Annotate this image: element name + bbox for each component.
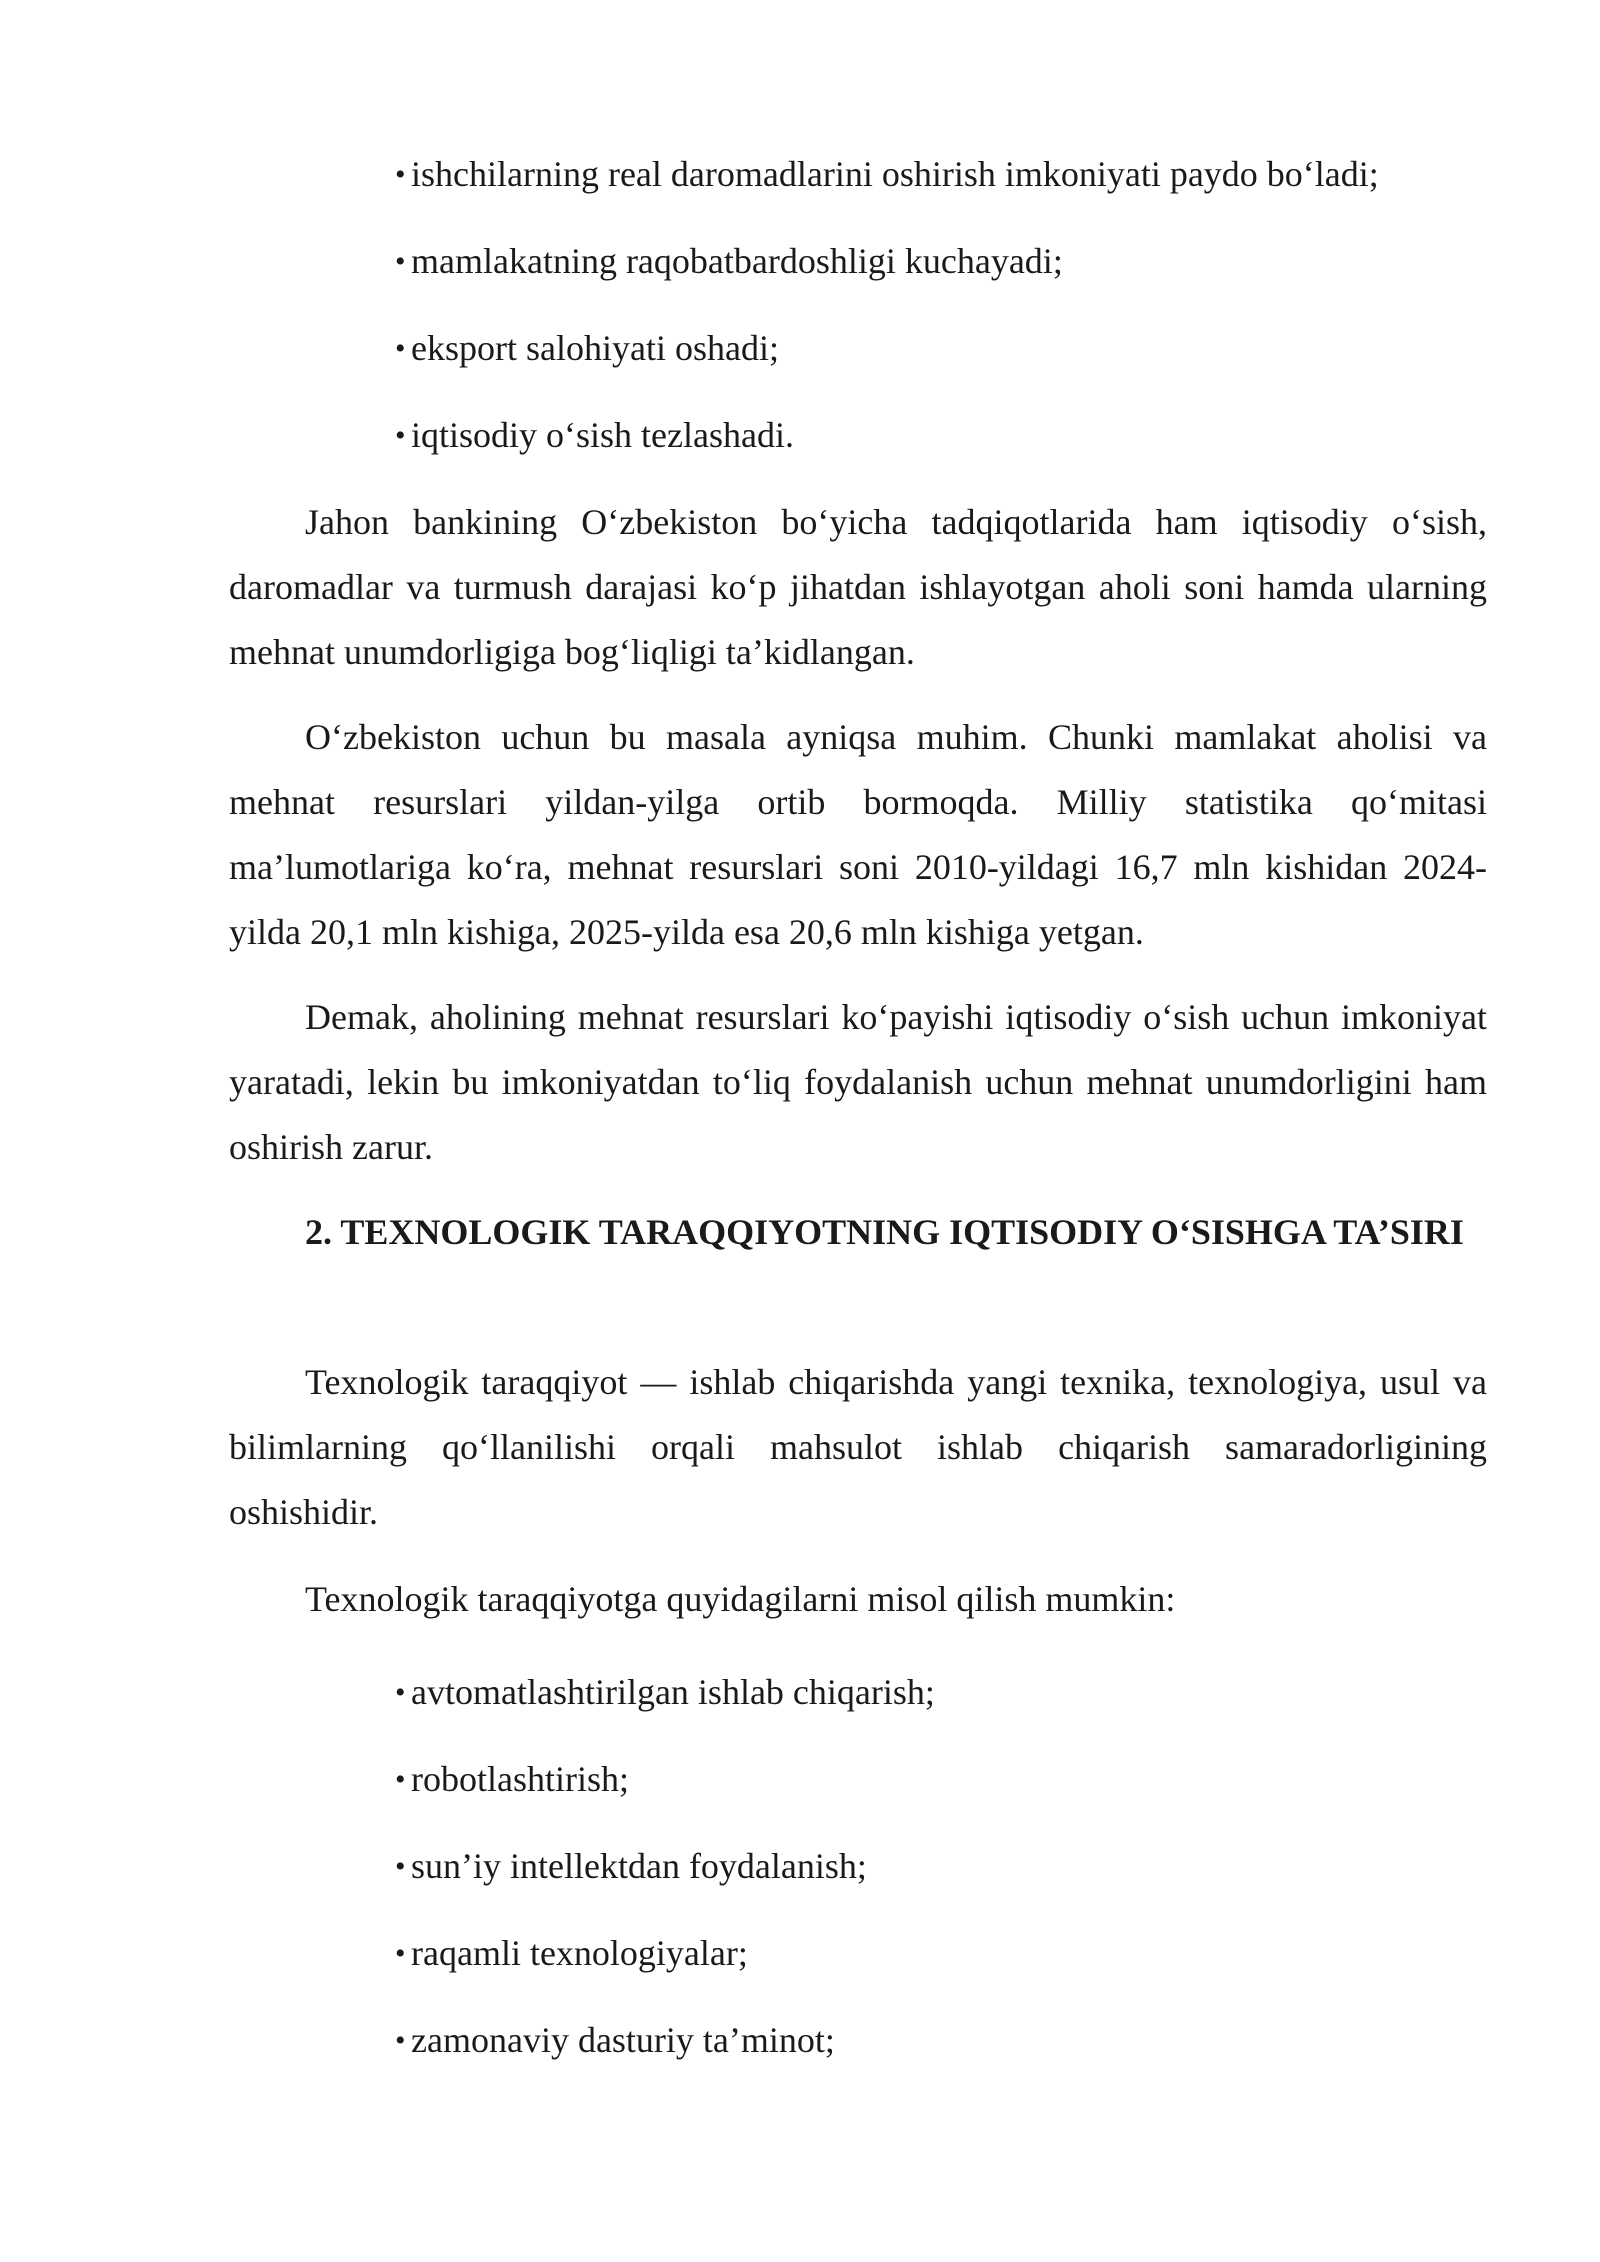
bullet-icon: • xyxy=(395,332,406,365)
list-item: • iqtisodiy o‘sish tezlashadi. xyxy=(395,413,1495,458)
section-heading: 2. TEXNOLOGIK TARAQQIYOTNING IQTISODIY O‘SISHGA TA’SIRI xyxy=(305,1212,1464,1252)
paragraph-demak: Demak, aholining mehnat resurslari ko‘payishi iqtisodiy o‘sish uchun imkoniyat yaratadi, lekin bu imkoniyatdan to‘liq foydalanish uchun mehnat unumdorligini ham oshirish zarur. xyxy=(229,997,1487,1167)
bullet-icon: • xyxy=(395,419,406,452)
list-item: • mamlakatning raqobatbardoshligi kuchayadi; xyxy=(395,239,1495,284)
paragraph-uzbekistan: O‘zbekiston uchun bu masala ayniqsa muhim. Chunki mamlakat aholisi va mehnat resurslari yildan-yilga ortib bormoqda. Milliy statistika qo‘mitasi ma’lumotlariga ko‘ra, mehnat resurslari soni 2010-yildagi 16,7 mln kishidan 2024-yilda 20,1 mln kishiga, 2025-yilda esa 20,6 mln kishiga yetgan. xyxy=(229,717,1487,952)
list-item: • avtomatlashtirilgan ishlab chiqarish; xyxy=(395,1670,1495,1715)
bullet-icon: • xyxy=(395,2024,406,2057)
list-item: • robotlashtirish; xyxy=(395,1757,1495,1802)
bullet-icon: • xyxy=(395,1850,406,1883)
bullet-list-examples xyxy=(395,1670,1495,2063)
list-item: • ishchilarning real daromadlarini oshirish imkoniyati paydo bo‘ladi; xyxy=(395,152,1495,197)
paragraph-world-bank: Jahon bankining O‘zbekiston bo‘yicha tadqiqotlarida ham iqtisodiy o‘sish, daromadlar va turmush darajasi ko‘p jihatdan ishlayotgan aholi soni hamda ularning mehnat unumdorligiga bog‘liqligi ta’kidlangan. xyxy=(229,502,1487,672)
list-item: • zamonaviy dasturiy ta’minot; xyxy=(395,2018,1495,2063)
list-item: • sun’iy intellektdan foydalanish; xyxy=(395,1844,1495,1889)
bullet-icon: • xyxy=(395,1763,406,1796)
list-item: • eksport salohiyati oshadi; xyxy=(395,326,1495,371)
bullet-icon: • xyxy=(395,245,406,278)
paragraph-definition: Texnologik taraqqiyot — ishlab chiqarishda yangi texnika, texnologiya, usul va bilimlarning qo‘llanilishi orqali mahsulot ishlab chiqarish samaradorligining oshishidir. xyxy=(229,1362,1487,1532)
list-item: • raqamli texnologiyalar; xyxy=(395,1931,1495,1976)
bullet-list-benefits xyxy=(395,152,1495,458)
paragraph-examples-intro: Texnologik taraqqiyotga quyidagilarni misol qilish mumkin: xyxy=(305,1579,1176,1619)
bullet-icon: • xyxy=(395,158,406,191)
bullet-icon: • xyxy=(395,1676,406,1709)
bullet-icon: • xyxy=(395,1937,406,1970)
